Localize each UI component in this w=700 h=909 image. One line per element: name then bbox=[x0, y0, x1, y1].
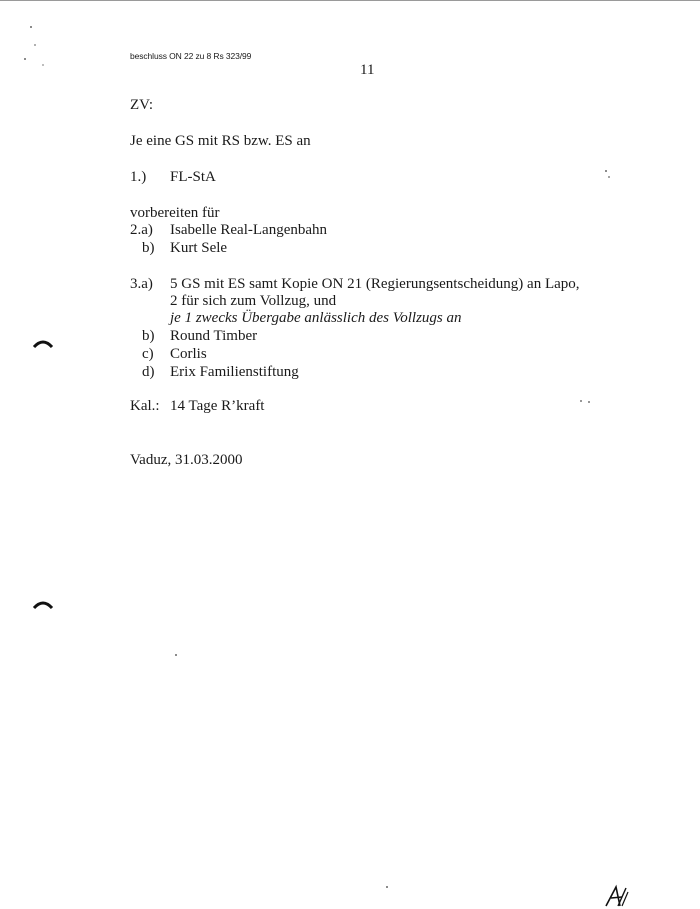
scan-top-edge bbox=[0, 0, 700, 1]
item-3a-label: 3.a) bbox=[130, 276, 153, 292]
page-number: 11 bbox=[360, 62, 375, 78]
item-3a-line-1: 5 GS mit ES samt Kopie ON 21 (Regierungsentscheidung) an Lapo, bbox=[170, 276, 580, 292]
prepare-line: vorbereiten für bbox=[130, 205, 220, 221]
zv-heading: ZV: bbox=[130, 97, 154, 113]
scan-speck bbox=[608, 176, 610, 178]
scan-speck bbox=[605, 170, 607, 172]
scan-speck bbox=[588, 401, 590, 403]
scan-speck bbox=[24, 58, 26, 60]
calendar-text: 14 Tage R’kraft bbox=[170, 398, 265, 414]
item-2b-label: b) bbox=[142, 240, 155, 256]
calendar-label: Kal.: bbox=[130, 398, 160, 414]
item-1-text: FL-StA bbox=[170, 169, 216, 185]
item-3b-text: Round Timber bbox=[170, 328, 258, 344]
item-3d-text: Erix Familienstiftung bbox=[170, 364, 299, 380]
item-3b-label: b) bbox=[142, 328, 155, 344]
scan-speck bbox=[386, 886, 388, 888]
item-2a-text: Isabelle Real-Langenbahn bbox=[170, 222, 328, 238]
item-2a-label: 2.a) bbox=[130, 222, 153, 238]
place-date: Vaduz, 31.03.2000 bbox=[130, 452, 243, 468]
case-reference: beschluss ON 22 zu 8 Rs 323/99 bbox=[130, 51, 252, 61]
scan-speck bbox=[30, 26, 32, 28]
item-3d-label: d) bbox=[142, 364, 155, 380]
punch-hole-mark bbox=[33, 337, 53, 349]
intro-line: Je eine GS mit RS bzw. ES an bbox=[130, 133, 311, 149]
scan-speck bbox=[580, 400, 582, 402]
item-2b-text: Kurt Sele bbox=[170, 240, 228, 256]
scan-speck bbox=[34, 44, 36, 46]
handwritten-initials-signature bbox=[604, 884, 630, 908]
scan-speck bbox=[42, 64, 44, 66]
item-3a-line-2: 2 für sich zum Vollzug, und bbox=[170, 293, 337, 309]
item-3c-text: Corlis bbox=[170, 346, 207, 362]
punch-hole-mark bbox=[33, 598, 53, 610]
scan-speck bbox=[175, 654, 177, 656]
item-1-label: 1.) bbox=[130, 169, 147, 185]
item-3c-label: c) bbox=[142, 346, 154, 362]
item-3a-line-3: je 1 zwecks Übergabe anlässlich des Vollzugs an bbox=[170, 310, 462, 326]
